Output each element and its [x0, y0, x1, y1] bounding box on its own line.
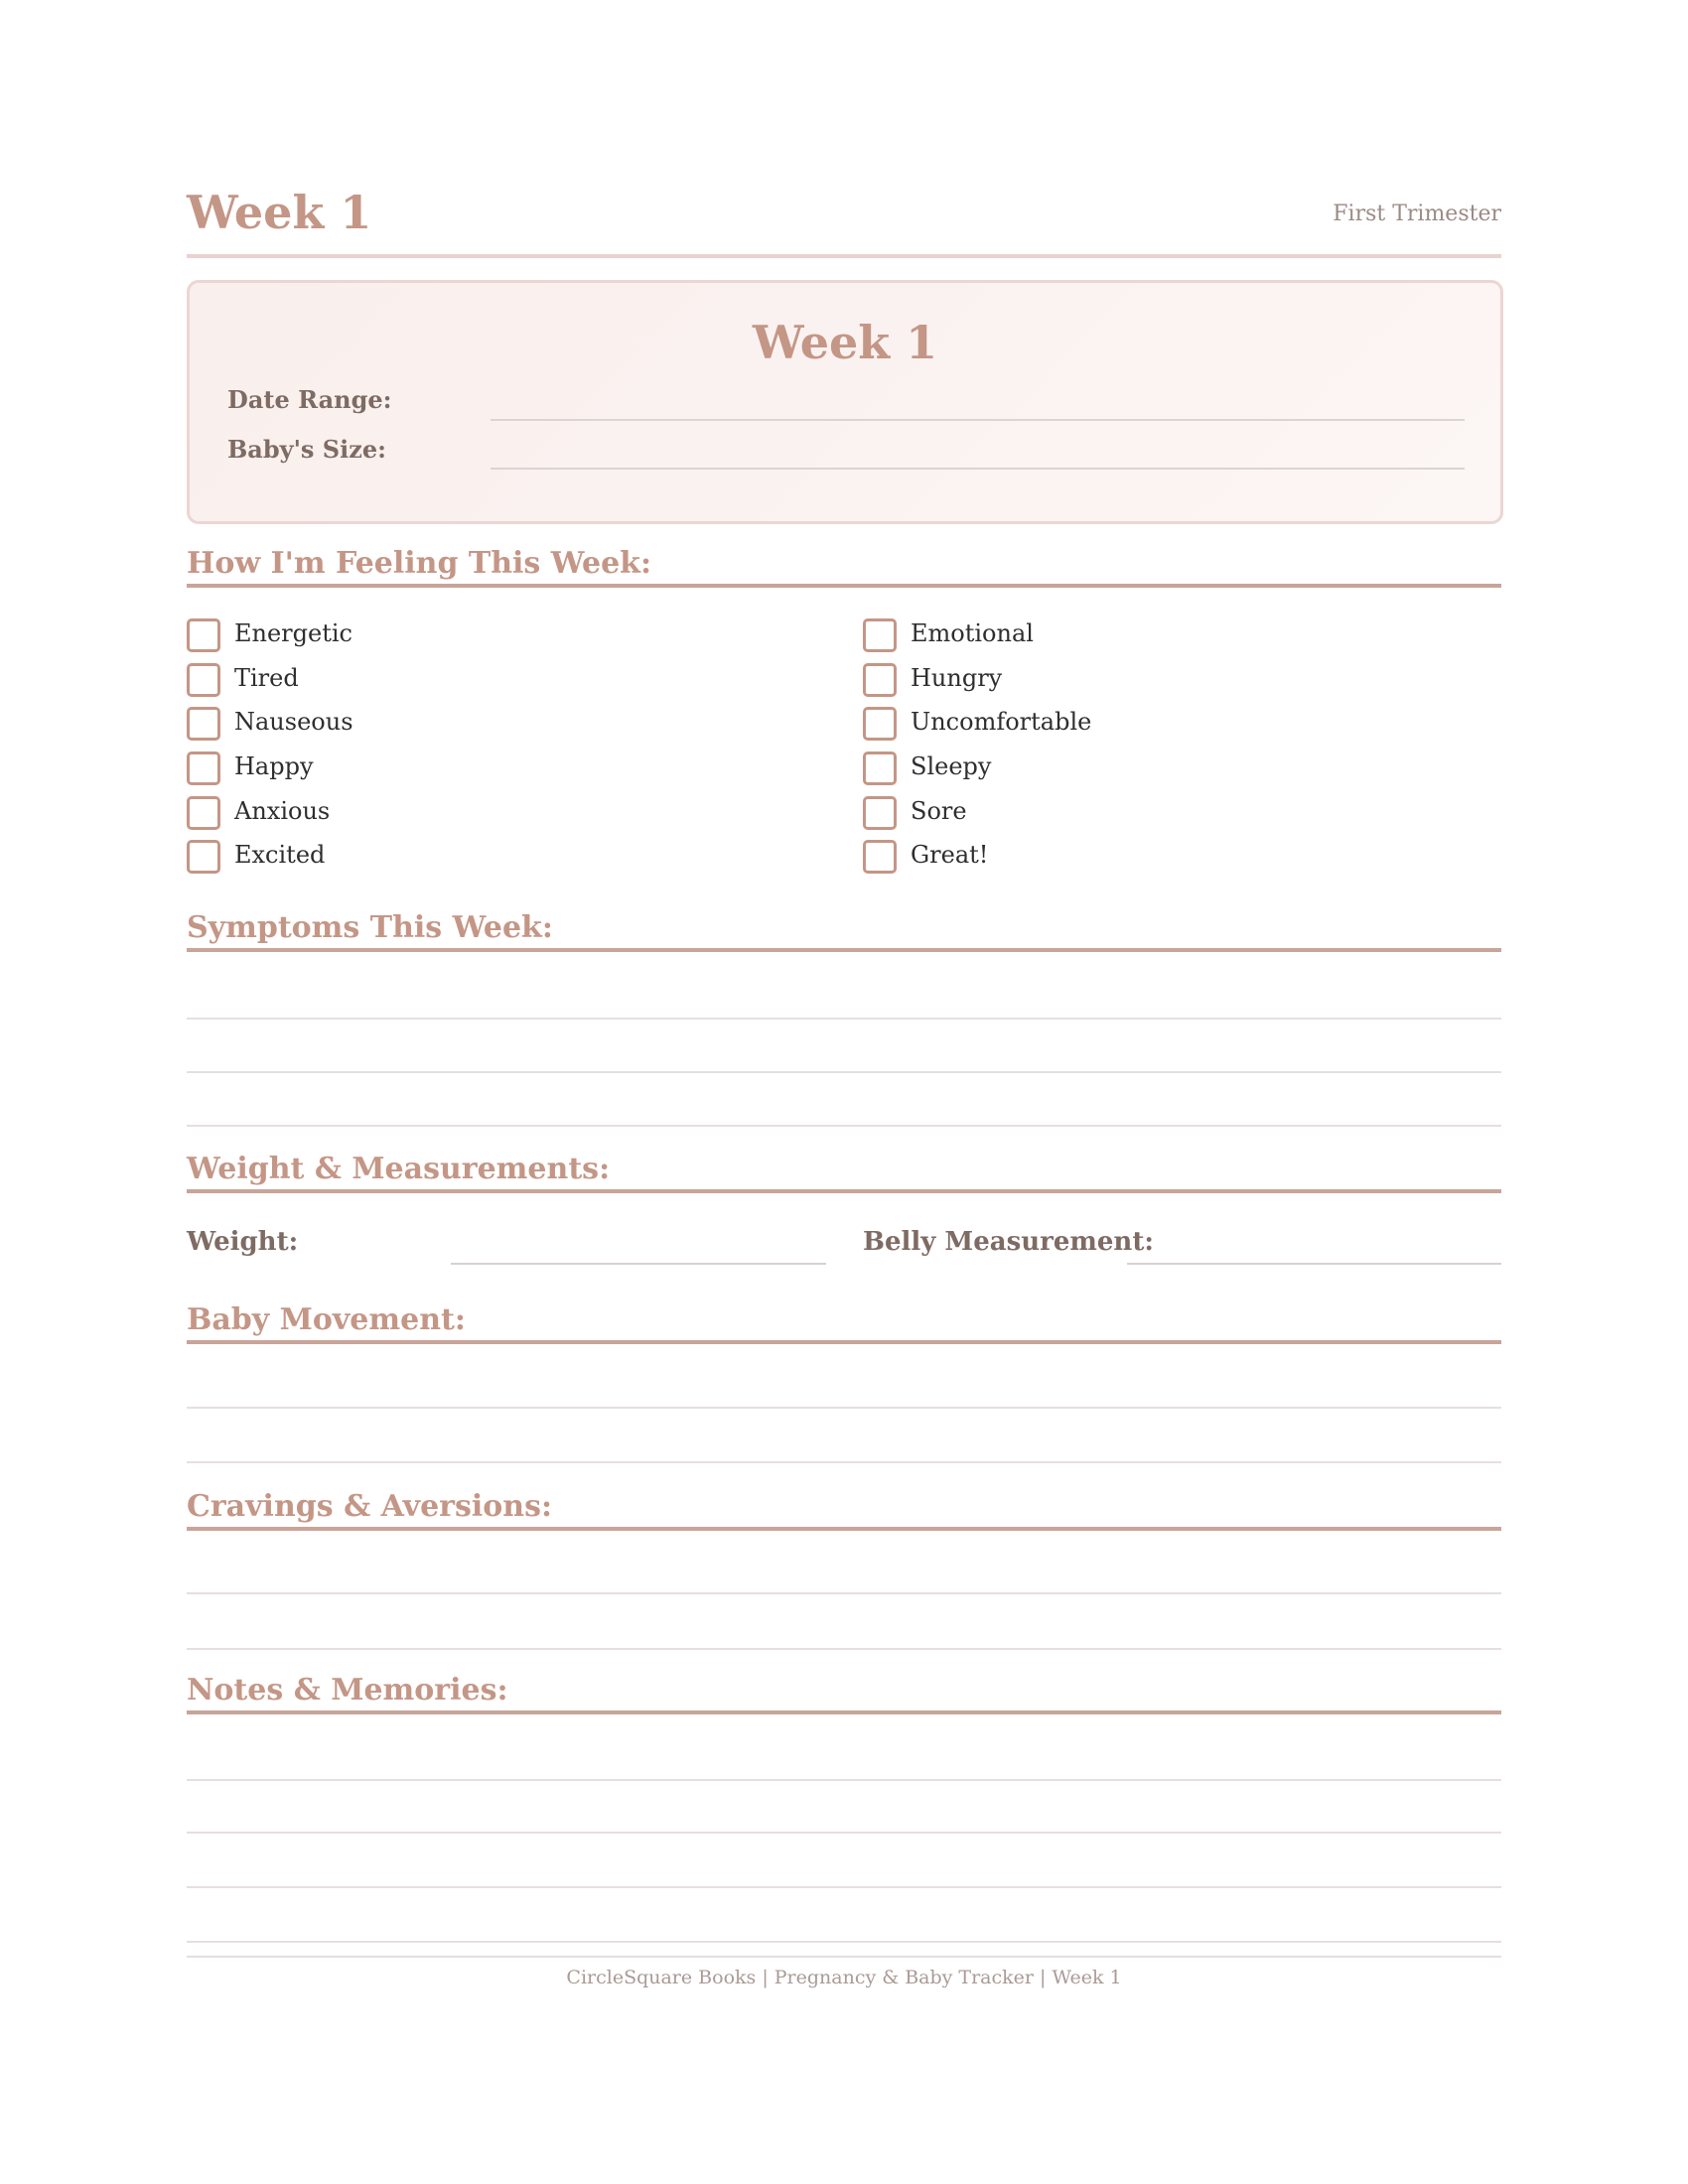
weight-field[interactable]: [451, 1263, 826, 1265]
feeling-option-label: Uncomfortable: [911, 708, 1092, 736]
checkbox[interactable]: [187, 796, 220, 830]
cravings-heading-text: Cravings & Aversions:: [187, 1489, 553, 1524]
feeling-option-label: Sleepy: [911, 752, 992, 780]
date-range-field[interactable]: [491, 419, 1465, 421]
notes-line[interactable]: [187, 1886, 1501, 1888]
symptoms-line[interactable]: [187, 1125, 1501, 1127]
feeling-option-label: Emotional: [911, 619, 1034, 647]
baby-size-field[interactable]: [491, 468, 1465, 470]
symptoms-line[interactable]: [187, 1018, 1501, 1020]
week-card-title: Week 1: [752, 316, 938, 369]
feeling-option-label: Anxious: [234, 797, 331, 825]
checkbox[interactable]: [187, 840, 220, 874]
feeling-option-label: Energetic: [234, 619, 352, 647]
feeling-option-label: Tired: [234, 664, 299, 692]
belly-measurement-field[interactable]: [1127, 1263, 1501, 1265]
date-range-label: Date Range:: [227, 385, 392, 414]
feeling-option-label: Hungry: [911, 664, 1003, 692]
checkbox[interactable]: [187, 707, 220, 741]
movement-line[interactable]: [187, 1461, 1501, 1463]
cravings-heading: [187, 1487, 1501, 1531]
weight-label: Weight:: [187, 1227, 299, 1257]
page-header: [187, 185, 1501, 258]
measurements-heading-text: Weight & Measurements:: [187, 1152, 611, 1186]
checkbox[interactable]: [187, 618, 220, 652]
movement-line[interactable]: [187, 1407, 1501, 1409]
cravings-line[interactable]: [187, 1648, 1501, 1650]
checkbox[interactable]: [863, 707, 897, 741]
symptoms-heading-text: Symptoms This Week:: [187, 910, 553, 945]
feeling-option-label: Excited: [234, 841, 326, 869]
movement-heading: [187, 1300, 1501, 1344]
page-footer: CircleSquare Books | Pregnancy & Baby Tracker | Week 1: [566, 1967, 1122, 1988]
notes-heading-text: Notes & Memories:: [187, 1673, 508, 1707]
checkbox[interactable]: [863, 618, 897, 652]
belly-measurement-label: Belly Measurement:: [863, 1227, 1154, 1257]
cravings-line[interactable]: [187, 1592, 1501, 1594]
checkbox[interactable]: [187, 751, 220, 785]
feeling-option-label: Nauseous: [234, 708, 353, 736]
footer-divider: [187, 1956, 1501, 1958]
checkbox[interactable]: [863, 796, 897, 830]
notes-line[interactable]: [187, 1779, 1501, 1781]
notes-line[interactable]: [187, 1832, 1501, 1834]
checkbox[interactable]: [187, 663, 220, 697]
trimester-label: First Trimester: [1333, 202, 1501, 226]
notes-line[interactable]: [187, 1941, 1501, 1943]
feeling-option-label: Sore: [911, 797, 967, 825]
checkbox[interactable]: [863, 840, 897, 874]
week-info-card: [187, 280, 1503, 524]
measurements-heading: [187, 1150, 1501, 1193]
tracker-page: [187, 0, 1501, 2184]
baby-size-label: Baby's Size:: [227, 435, 386, 464]
symptoms-line[interactable]: [187, 1071, 1501, 1073]
feeling-option-label: Happy: [234, 752, 314, 780]
checkbox[interactable]: [863, 663, 897, 697]
feeling-heading-text: How I'm Feeling This Week:: [187, 546, 652, 581]
symptoms-heading: [187, 908, 1501, 952]
notes-heading: [187, 1671, 1501, 1714]
page-title: Week 1: [187, 186, 372, 239]
feeling-option-label: Great!: [911, 841, 989, 869]
feeling-heading: [187, 544, 1501, 588]
checkbox[interactable]: [863, 751, 897, 785]
movement-heading-text: Baby Movement:: [187, 1302, 466, 1337]
